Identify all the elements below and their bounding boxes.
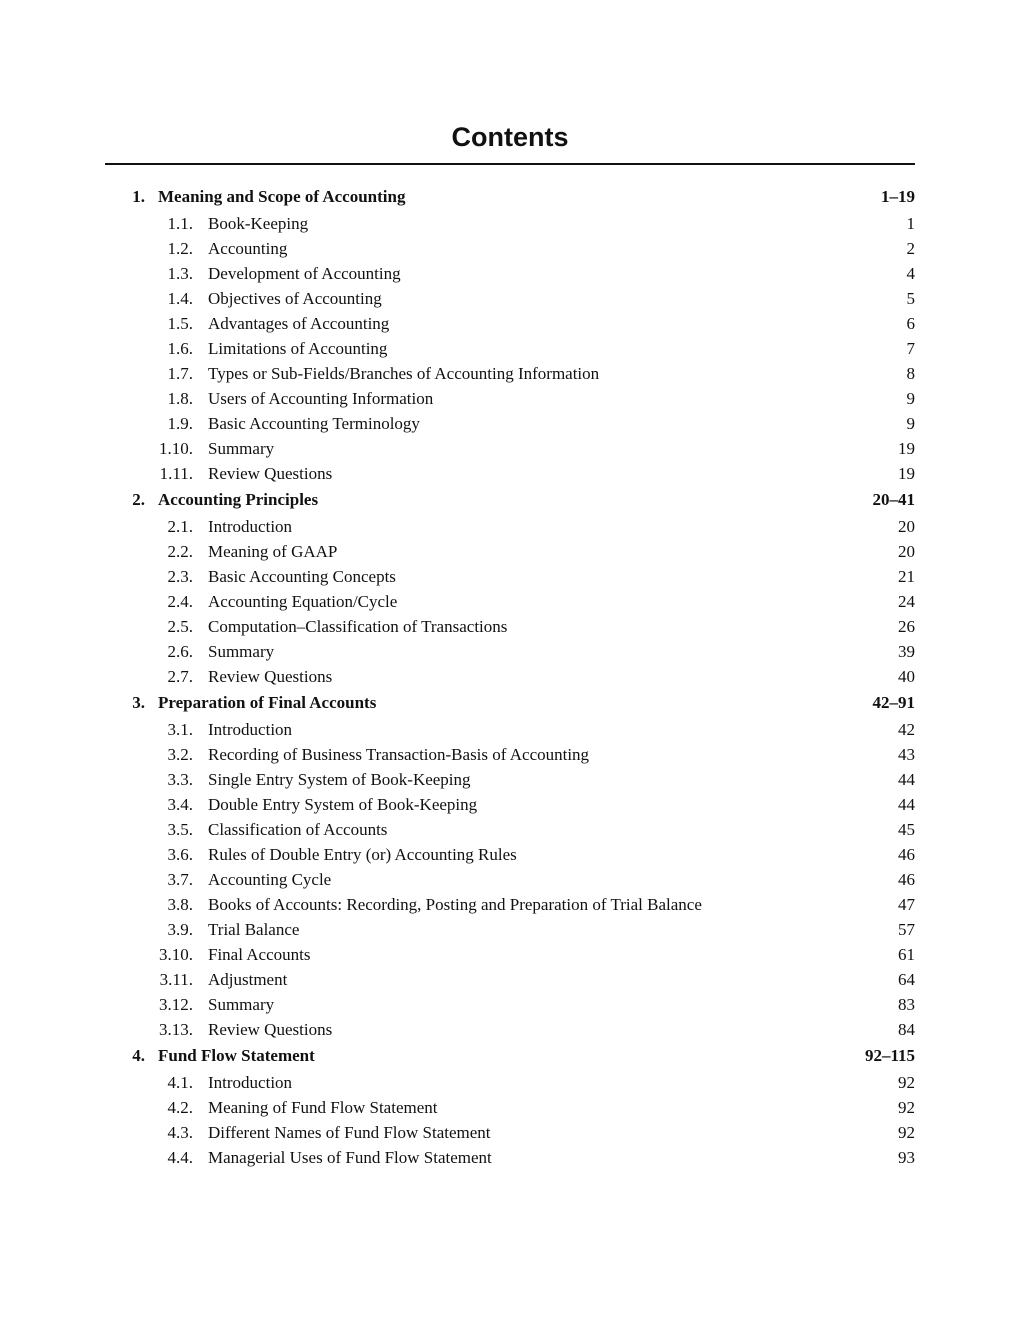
section-page: 43: [898, 745, 915, 764]
section-number: 1.8.: [167, 389, 193, 408]
section-page: 46: [898, 845, 915, 864]
section-page: 6: [906, 314, 915, 333]
section-page: 64: [898, 970, 915, 989]
section-title: Meaning of Fund Flow Statement: [208, 1098, 438, 1117]
toc-section-entry[interactable]: [105, 817, 915, 842]
section-page: 92: [898, 1073, 915, 1092]
section-title: Introduction: [208, 1073, 293, 1092]
section-number: 3.11.: [159, 970, 193, 989]
section-title: Review Questions: [208, 667, 333, 686]
section-number: 2.4.: [167, 592, 193, 611]
section-title: Different Names of Fund Flow Statement: [208, 1123, 491, 1142]
toc-section-entry[interactable]: [105, 942, 915, 967]
section-number: 1.7.: [167, 364, 193, 383]
toc-section-entry[interactable]: [105, 436, 915, 461]
section-number: 3.2.: [167, 745, 193, 764]
toc-section-entry[interactable]: [105, 589, 915, 614]
chapter-number: 4.: [132, 1046, 145, 1065]
section-number: 2.6.: [167, 642, 193, 661]
toc-section-entry[interactable]: [105, 892, 915, 917]
section-number: 3.13.: [159, 1020, 193, 1039]
section-title: Classification of Accounts: [208, 820, 388, 839]
toc-section-entry[interactable]: [105, 767, 915, 792]
section-page: 1: [906, 214, 915, 233]
toc-section-entry[interactable]: [105, 1070, 915, 1095]
chapter-title: Accounting Principles: [158, 490, 319, 509]
toc-chapter-entry[interactable]: [105, 183, 915, 211]
section-number: 4.4.: [167, 1148, 193, 1167]
section-title: Limitations of Accounting: [208, 339, 388, 358]
section-number: 1.9.: [167, 414, 193, 433]
section-number: 3.5.: [167, 820, 193, 839]
section-number: 3.8.: [167, 895, 193, 914]
chapter-number: 2.: [132, 490, 145, 509]
section-title: Basic Accounting Concepts: [208, 567, 396, 586]
toc-section-entry[interactable]: [105, 411, 915, 436]
section-number: 4.1.: [167, 1073, 193, 1092]
section-page: 8: [906, 364, 915, 383]
toc-section-entry[interactable]: [105, 664, 915, 689]
section-number: 3.9.: [167, 920, 193, 939]
toc-section-entry[interactable]: [105, 842, 915, 867]
section-number: 3.4.: [167, 795, 193, 814]
section-title: Introduction: [208, 517, 293, 536]
section-page: 57: [898, 920, 915, 939]
section-page: 44: [898, 770, 915, 789]
section-title: Users of Accounting Information: [208, 389, 434, 408]
chapter-number: 1.: [132, 187, 145, 206]
toc-section-entry[interactable]: [105, 917, 915, 942]
section-page: 46: [898, 870, 915, 889]
section-page: 84: [898, 1020, 915, 1039]
section-title: Final Accounts: [208, 945, 311, 964]
section-number: 3.3.: [167, 770, 193, 789]
toc-section-entry[interactable]: [105, 1120, 915, 1145]
section-title: Objectives of Accounting: [208, 289, 382, 308]
section-page: 83: [898, 995, 915, 1014]
section-number: 3.7.: [167, 870, 193, 889]
section-number: 1.6.: [167, 339, 193, 358]
section-number: 2.7.: [167, 667, 193, 686]
toc-section-entry[interactable]: [105, 261, 915, 286]
toc-section-entry[interactable]: [105, 792, 915, 817]
section-number: 3.12.: [159, 995, 193, 1014]
toc-section-entry[interactable]: [105, 539, 915, 564]
section-page: 20: [898, 542, 915, 561]
section-number: 1.4.: [167, 289, 193, 308]
section-title: Summary: [208, 439, 275, 458]
toc-section-entry[interactable]: [105, 361, 915, 386]
section-title: Books of Accounts: Recording, Posting and Preparation of Trial Balance: [208, 895, 702, 914]
toc-section-entry[interactable]: [105, 336, 915, 361]
section-title: Double Entry System of Book-Keeping: [208, 795, 478, 814]
section-number: 2.5.: [167, 617, 193, 636]
section-title: Types or Sub-Fields/Branches of Accounting Information: [208, 364, 600, 383]
toc-section-entry[interactable]: [105, 992, 915, 1017]
section-number: 1.5.: [167, 314, 193, 333]
section-title: Meaning of GAAP: [208, 542, 338, 561]
chapter-page-range: 1–19: [881, 187, 915, 206]
section-number: 1.11.: [159, 464, 193, 483]
toc-section-entry[interactable]: [105, 967, 915, 992]
section-number: 3.6.: [167, 845, 193, 864]
section-title: Single Entry System of Book-Keeping: [208, 770, 471, 789]
section-title: Trial Balance: [208, 920, 300, 939]
section-page: 40: [898, 667, 915, 686]
chapter-page-range: 92–115: [864, 1046, 915, 1065]
chapter-title: Fund Flow Statement: [158, 1046, 315, 1065]
chapter-page-range: 20–41: [872, 490, 915, 509]
section-page: 39: [898, 642, 915, 661]
section-title: Introduction: [208, 720, 293, 739]
section-number: 2.2.: [167, 542, 193, 561]
section-page: 5: [906, 289, 915, 308]
section-page: 19: [898, 439, 915, 458]
section-number: 3.1.: [167, 720, 193, 739]
section-page: 42: [898, 720, 915, 739]
section-page: 21: [898, 567, 915, 586]
section-page: 26: [898, 617, 915, 636]
toc-chapter-entry[interactable]: [105, 486, 915, 514]
toc-section-entry[interactable]: [105, 564, 915, 589]
section-page: 7: [906, 339, 915, 358]
toc-section-entry[interactable]: [105, 639, 915, 664]
section-page: 45: [898, 820, 915, 839]
toc-section-entry[interactable]: [105, 1145, 915, 1170]
section-title: Accounting: [208, 239, 288, 258]
section-number: 4.3.: [167, 1123, 193, 1142]
toc-section-entry[interactable]: [105, 1095, 915, 1120]
toc-section-entry[interactable]: [105, 311, 915, 336]
section-page: 9: [906, 389, 915, 408]
section-title: Recording of Business Transaction-Basis of Accounting: [208, 745, 590, 764]
chapter-number: 3.: [132, 693, 145, 712]
section-page: 19: [898, 464, 915, 483]
page-title: Contents: [451, 122, 569, 152]
section-title: Rules of Double Entry (or) Accounting Rules: [208, 845, 517, 864]
section-page: 4: [906, 264, 915, 283]
section-page: 92: [898, 1098, 915, 1117]
section-number: 1.2.: [167, 239, 193, 258]
section-page: 20: [898, 517, 915, 536]
section-page: 24: [898, 592, 915, 611]
section-title: Book-Keeping: [208, 214, 309, 233]
section-title: Review Questions: [208, 1020, 333, 1039]
section-page: 47: [898, 895, 915, 914]
section-number: 2.3.: [167, 567, 193, 586]
section-title: Summary: [208, 642, 275, 661]
toc-section-entry[interactable]: [105, 717, 915, 742]
section-number: 1.10.: [159, 439, 193, 458]
title-divider: [105, 163, 915, 165]
section-title: Review Questions: [208, 464, 333, 483]
toc-section-entry[interactable]: [105, 867, 915, 892]
section-title: Advantages of Accounting: [208, 314, 390, 333]
section-title: Computation–Classification of Transactions: [208, 617, 508, 636]
toc-section-entry[interactable]: [105, 286, 915, 311]
section-title: Accounting Cycle: [208, 870, 332, 889]
section-page: 61: [898, 945, 915, 964]
section-page: 92: [898, 1123, 915, 1142]
chapter-page-range: 42–91: [872, 693, 915, 712]
section-title: Basic Accounting Terminology: [208, 414, 420, 433]
toc-section-entry[interactable]: [105, 742, 915, 767]
table-of-contents: [105, 183, 915, 1170]
section-page: 44: [898, 795, 915, 814]
section-number: 1.1.: [167, 214, 193, 233]
section-number: 4.2.: [167, 1098, 193, 1117]
section-title: Accounting Equation/Cycle: [208, 592, 398, 611]
chapter-title: Preparation of Final Accounts: [158, 693, 377, 712]
section-number: 3.10.: [159, 945, 193, 964]
section-number: 1.3.: [167, 264, 193, 283]
section-title: Managerial Uses of Fund Flow Statement: [208, 1148, 492, 1167]
toc-section-entry[interactable]: [105, 461, 915, 486]
toc-chapter-entry[interactable]: [105, 1042, 915, 1070]
toc-section-entry[interactable]: [105, 211, 915, 236]
section-title: Adjustment: [208, 970, 288, 989]
toc-section-entry[interactable]: [105, 1017, 915, 1042]
section-page: 93: [898, 1148, 915, 1167]
section-number: 2.1.: [167, 517, 193, 536]
toc-section-entry[interactable]: [105, 386, 915, 411]
toc-chapter-entry[interactable]: [105, 689, 915, 717]
toc-section-entry[interactable]: [105, 236, 915, 261]
section-title: Development of Accounting: [208, 264, 401, 283]
section-title: Summary: [208, 995, 275, 1014]
toc-section-entry[interactable]: [105, 614, 915, 639]
chapter-title: Meaning and Scope of Accounting: [158, 187, 406, 206]
section-page: 9: [906, 414, 915, 433]
section-page: 2: [906, 239, 915, 258]
toc-section-entry[interactable]: [105, 514, 915, 539]
